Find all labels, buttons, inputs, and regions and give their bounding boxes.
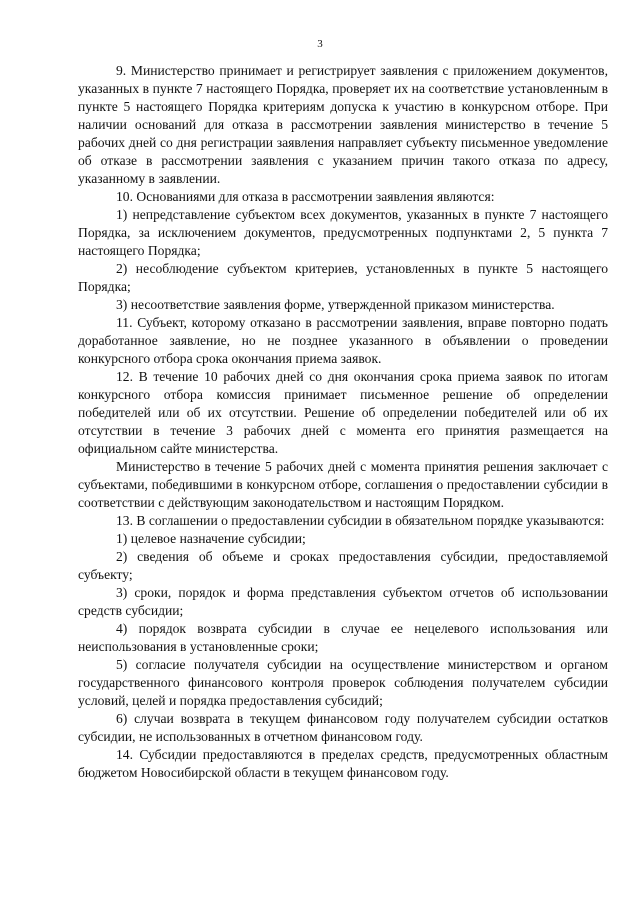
paragraph-12: 12. В течение 10 рабочих дней со дня окончания срока приема заявок по итогам конкурсного отбора комиссия принимает письменное решение об определении победителей или об их отсутствии. Решение об определении победителей или об их отсутствии в течение 3 рабочих дней с момента его принятия размещается на официальном сайте министерства.	[78, 369, 608, 456]
paragraph-10-item-1: 1) непредставление субъектом всех документов, указанных в пункте 7 настоящего Порядка, за исключением документов, предусмотренных подпунктами 2, 5 пункта 7 настоящего Порядка;	[78, 207, 608, 258]
paragraph-10: 10. Основаниями для отказа в рассмотрении заявления являются:	[116, 189, 495, 204]
paragraph-10-item-3: 3) несоответствие заявления форме, утвержденной приказом министерства.	[116, 297, 555, 312]
paragraph-13: 13. В соглашении о предоставлении субсидии в обязательном порядке указываются:	[116, 513, 605, 528]
paragraph-12-continued: Министерство в течение 5 рабочих дней с момента принятия решения заключает с субъектами, победившими в конкурсном отборе, соглашения о предоставлении субсидии в соответствии с действующим законодательством и настоящим Порядком.	[78, 459, 608, 510]
paragraph-13-item-1: 1) целевое назначение субсидии;	[116, 531, 306, 546]
paragraph-13-item-6: 6) случаи возврата в текущем финансовом году получателем субсидии остатков субсидии, не использованных в отчетном финансовом году.	[78, 711, 608, 744]
paragraph-10-item-2: 2) несоблюдение субъектом критериев, установленных в пункте 5 настоящего Порядка;	[78, 261, 608, 294]
paragraph-13-item-2: 2) сведения об объеме и сроках предоставления субсидии, предоставляемой субъекту;	[78, 549, 608, 582]
document-body	[78, 62, 608, 782]
paragraph-13-item-4: 4) порядок возврата субсидии в случае ее нецелевого использования или неиспользования в установленные сроки;	[78, 621, 608, 654]
paragraph-11: 11. Субъект, которому отказано в рассмотрении заявления, вправе повторно подать доработанное заявление, но не позднее указанного в объявлении о проведении конкурсного отбора срока окончания приема заявок.	[78, 315, 608, 366]
paragraph-14: 14. Субсидии предоставляются в пределах средств, предусмотренных областным бюджетом Новосибирской области в текущем финансовом году.	[78, 747, 608, 780]
paragraph-13-item-5: 5) согласие получателя субсидии на осуществление министерством и органом государственного финансового контроля проверок соблюдения получателем субсидии условий, целей и порядка предоставления субсидий;	[78, 657, 608, 708]
paragraph-13-item-3: 3) сроки, порядок и форма представления субъектом отчетов об использовании средств субсидии;	[78, 585, 608, 618]
paragraph-9: 9. Министерство принимает и регистрирует заявления с приложением документов, указанных в пункте 7 настоящего Порядка, проверяет их на соответствие установленным в пункте 5 настоящего Порядка критериям допуска к участию в конкурсном отборе. При наличии оснований для отказа в рассмотрении заявления министерство в течение 5 рабочих дней со дня регистрации заявления направляет субъекту письменное уведомление об отказе в рассмотрении заявления с указанием причин такого отказа по адресу, указанному в заявлении.	[78, 63, 608, 186]
page-number: 3	[317, 38, 323, 50]
